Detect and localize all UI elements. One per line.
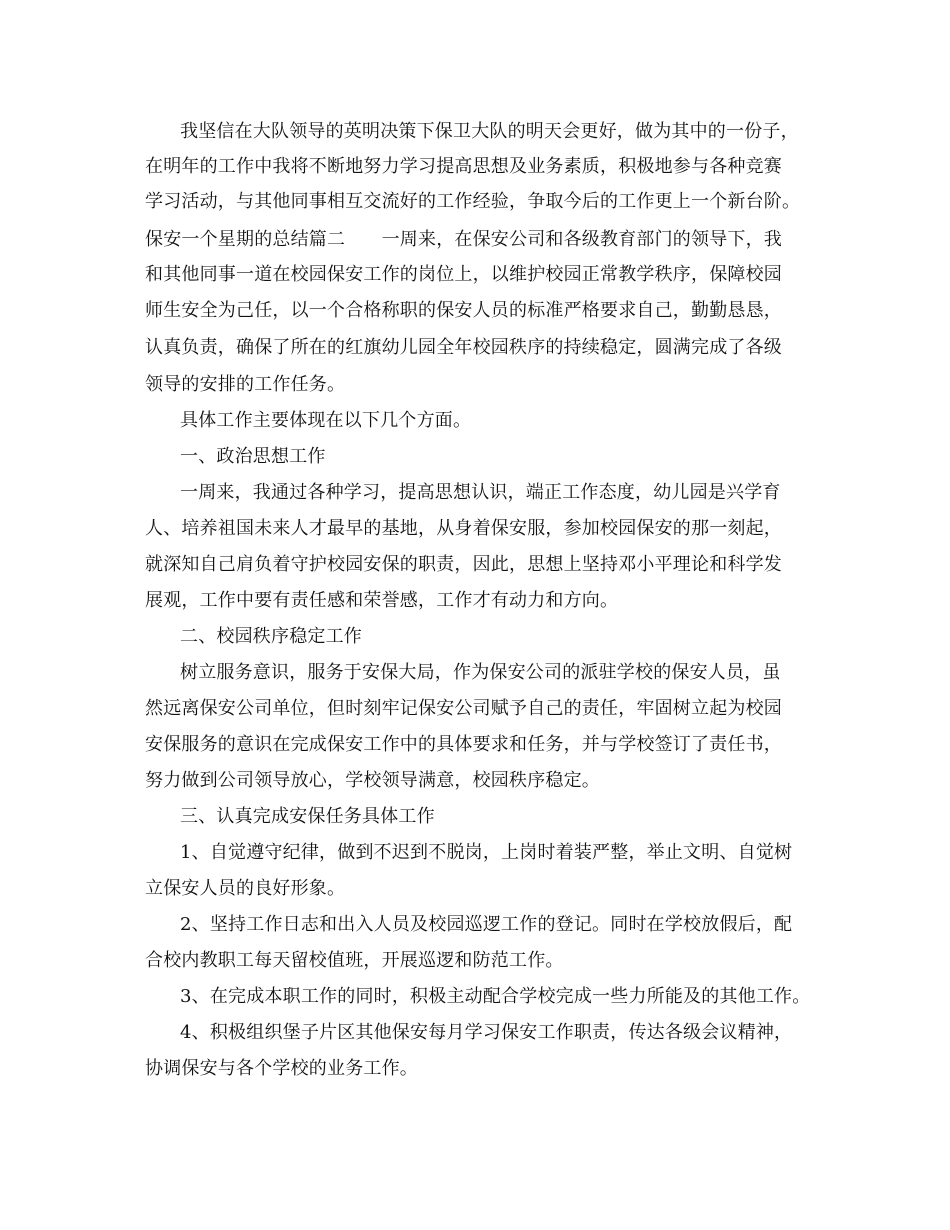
text-line-22: 立保安人员的良好形象。 <box>145 878 346 899</box>
section-heading-line-4: 保安一个星期的总结篇二 一周来，在保安公司和各级教育部门的领导下，我 <box>145 229 782 250</box>
text-line-27: 协调保安与各个学校的业务工作。 <box>145 1058 418 1079</box>
text-line-24: 合校内教职工每天留校值班，开展巡逻和防范工作。 <box>145 950 564 971</box>
subheading-1: 一、政治思想工作 <box>180 446 326 467</box>
text-line-7: 认真负责，确保了所在的红旗幼儿园全年校园秩序的持续稳定，圆满完成了各级 <box>145 337 782 358</box>
text-line-25: 3、在完成本职工作的同时，积极主动配合学校完成一些力所能及的其他工作。 <box>180 986 811 1007</box>
subheading-2: 二、校园秩序稳定工作 <box>180 626 362 647</box>
text-line-3: 学习活动，与其他同事相互交流好的工作经验，争取今后的工作更上一个新台阶。 <box>145 191 801 212</box>
text-line-16: 树立服务意识，服务于安保大局，作为保安公司的派驻学校的保安人员，虽 <box>180 662 781 683</box>
text-line-17: 然远离保安公司单位，但时刻牢记保安公司赋予自己的责任，牢固树立起为校园 <box>145 698 782 719</box>
text-line-18: 安保服务的意识在完成保安工作中的具体要求和任务，并与学校签订了责任书， <box>145 734 782 755</box>
text-line-6: 师生安全为己任，以一个合格称职的保安人员的标准严格要求自己，勤勤恳恳， <box>145 300 782 321</box>
text-line-13: 就深知自己肩负着守护校园安保的职责，因此，思想上坚持邓小平理论和科学发 <box>145 554 782 575</box>
subheading-3: 三、认真完成安保任务具体工作 <box>180 806 435 827</box>
text-line-26: 4、积极组织堡子片区其他保安每月学习保安工作职责，传达各级会议精神， <box>180 1022 793 1043</box>
text-line-11: 一周来，我通过各种学习，提高思想认识，端正工作态度，幼儿园是兴学育 <box>180 482 781 503</box>
text-line-8: 领导的安排的工作任务。 <box>145 374 346 395</box>
text-line-21: 1、自觉遵守纪律，做到不迟到不脱岗，上岗时着装严整，举止文明、自觉树 <box>180 842 793 863</box>
text-line-5: 和其他同事一道在校园保安工作的岗位上，以维护校园正常教学秩序，保障校园 <box>145 264 782 285</box>
text-line-23: 2、坚持工作日志和出入人员及校园巡逻工作的登记。同时在学校放假后，配 <box>180 914 793 935</box>
text-line-12: 人、培养祖国未来人才最早的基地，从身着保安服，参加校园保安的那一刻起， <box>145 518 782 539</box>
text-line-19: 努力做到公司领导放心，学校领导满意，校园秩序稳定。 <box>145 770 600 791</box>
text-line-1: 我坚信在大队领导的英明决策下保卫大队的明天会更好，做为其中的一份子， <box>180 121 799 142</box>
text-line-14: 展观，工作中要有责任感和荣誉感，工作才有动力和方向。 <box>145 590 619 611</box>
text-line-9: 具体工作主要体现在以下几个方面。 <box>180 410 472 431</box>
text-line-2: 在明年的工作中我将不断地努力学习提高思想及业务素质，积极地参与各种竞赛 <box>145 156 782 177</box>
